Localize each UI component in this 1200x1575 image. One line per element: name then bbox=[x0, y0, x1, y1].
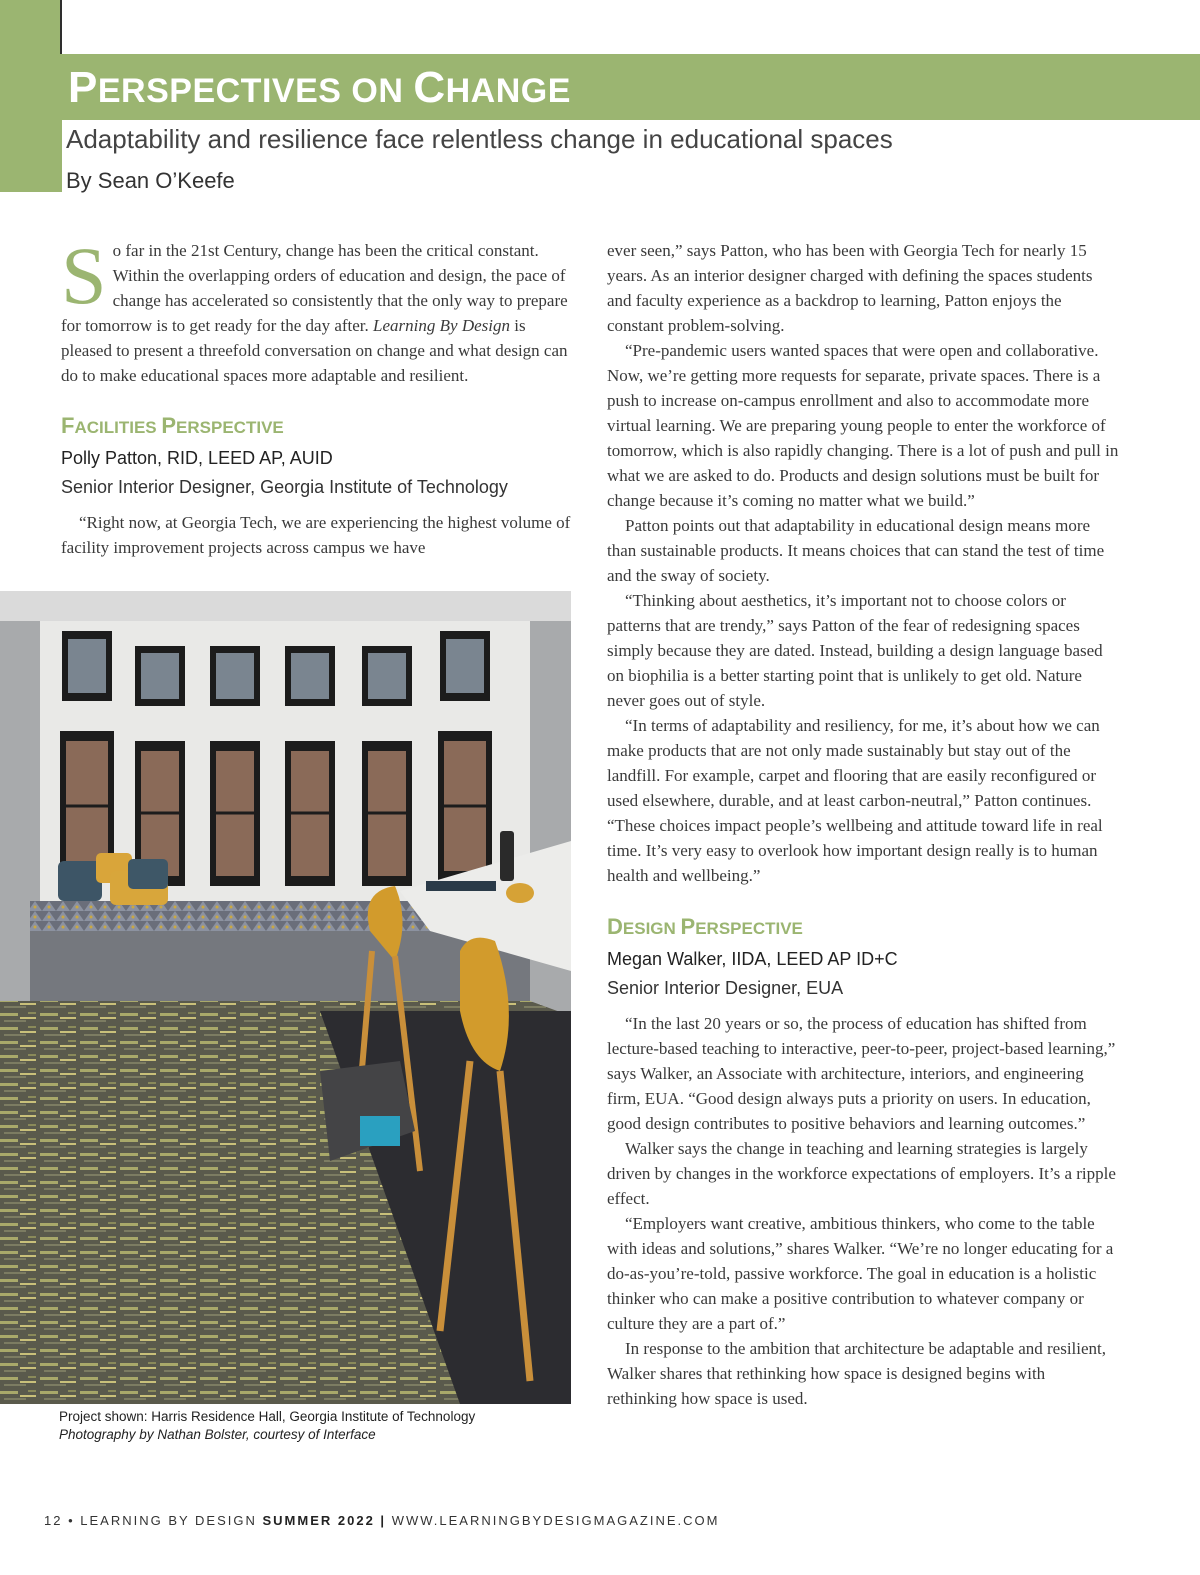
page-footer: 12 • LEARNING BY DESIGN SUMMER 2022 | WWW.LEARNINGBYDESIGMAGAZINE.COM bbox=[44, 1513, 720, 1528]
article-subtitle: Adaptability and resilience face relentless change in educational spaces bbox=[66, 124, 893, 154]
column-right bbox=[607, 238, 1119, 1411]
lounge-illustration bbox=[0, 591, 571, 1404]
footer-url: WWW.LEARNINGBYDESIGMAGAZINE.COM bbox=[391, 1513, 720, 1528]
footer-magazine: LEARNING BY DESIGN bbox=[80, 1513, 263, 1528]
intro-paragraph: So far in the 21st Century, change has been the critical constant. Within the overlapping orders of education and design, the pace of change has accelerated so consistently that the only way to prepare for tomorrow is to get ready for the day after. Learning By Design is pleased to present a threefold conversation on change and what design can do to make educational spaces more adaptable and resilient. bbox=[61, 230, 568, 385]
room-photo bbox=[0, 591, 571, 1404]
facilities-paragraph-5: “In terms of adaptability and resiliency, for me, it’s about how we can make products that are not only made sustainably but stay out of the landfill. For example, carpet and flooring that are easily reconfigured or used elsewhere, durable, and at least carbon-neutral,” Patton continues. “These choices impact people’s wellbeing and attitude toward life in real time. It’s very easy to overlook how important design really is to human health and wellbeing.” bbox=[607, 716, 1103, 885]
facilities-heading: FACILITIES PERSPECTIVE bbox=[61, 413, 284, 438]
article-byline: By Sean O’Keefe bbox=[66, 168, 235, 193]
publication-name: Learning By Design bbox=[373, 316, 510, 335]
facilities-role: Senior Interior Designer, Georgia Institute of Technology bbox=[61, 477, 508, 497]
design-name: Megan Walker, IIDA, LEED AP ID+C bbox=[607, 949, 898, 969]
design-paragraph-4: In response to the ambition that architecture be adaptable and resilient, Walker shares that rethinking how space is designed begins with rethinking how space is used. bbox=[607, 1339, 1107, 1408]
header-accent-block bbox=[0, 0, 62, 192]
design-paragraph-3: “Employers want creative, ambitious thinkers, who come to the table with ideas and solutions,” shares Walker. “We’re no longer educating for a do-as-you’re-told, passive workforce. The goal in education is a holistic thinker who can make a positive contribution to whatever company or culture they are a part of.” bbox=[607, 1214, 1114, 1333]
design-heading: DESIGN PERSPECTIVE bbox=[607, 914, 803, 939]
drop-cap: S bbox=[61, 230, 107, 321]
page-number: 12 bbox=[44, 1513, 63, 1528]
facilities-paragraph-3: Patton points out that adaptability in educational design means more than sustainable products. It means choices that can stand the test of time and the sway of society. bbox=[607, 516, 1105, 585]
caption-credit: Photography by Nathan Bolster, courtesy of Interface bbox=[59, 1427, 376, 1442]
column-left bbox=[61, 230, 571, 560]
design-paragraph-1: “In the last 20 years or so, the process of education has shifted from lecture-based teaching to interactive, peer-to-peer, project-based learning,” says Walker, an Associate with architecture, interiors, and engineering firm, EUA. “Good design always puts a priority on users. In education, good design contributes to positive behaviors and learning outcomes.” bbox=[607, 1014, 1116, 1133]
facilities-paragraph-1: “Right now, at Georgia Tech, we are experiencing the highest volume of facility improvement projects across campus we have bbox=[61, 513, 571, 557]
design-role: Senior Interior Designer, EUA bbox=[607, 978, 844, 998]
footer-issue: SUMMER 2022 bbox=[262, 1513, 375, 1528]
caption-project: Project shown: Harris Residence Hall, Georgia Institute of Technology bbox=[59, 1409, 476, 1424]
facilities-paragraph-4: “Thinking about aesthetics, it’s important not to choose colors or patterns that are trendy,” says Patton of the fear of redesigning spaces simply because they are dated. Instead, building a design language based on biophilia is a better starting point that is unlikely to get old. Nature never goes out of style. bbox=[607, 591, 1103, 710]
design-paragraph-2: Walker says the change in teaching and learning strategies is largely driven by changes in the workforce expectations of employers. It’s a ripple effect. bbox=[607, 1139, 1116, 1208]
article-title: PERSPECTIVES ON CHANGE bbox=[68, 63, 571, 112]
facilities-paragraph-1-cont: ever seen,” says Patton, who has been with Georgia Tech for nearly 15 years. As an interior designer charged with defining the spaces students and faculty experience as a backdrop to learning, Patton enjoys the constant problem-solving. bbox=[607, 241, 1093, 335]
photo-caption bbox=[59, 1408, 475, 1444]
facilities-name: Polly Patton, RID, LEED AP, AUID bbox=[61, 448, 333, 468]
facilities-paragraph-2: “Pre-pandemic users wanted spaces that were open and collaborative. Now, we’re getting more requests for separate, private spaces. There is a push to increase on-campus enrollment and also to accommodate more virtual learning. We are preparing young people to enter the workforce of tomorrow, which is also rapidly changing. There is a lot of push and pull in what we are asked to do. Products and design solutions must be built for change because it’s coming no matter what we build.” bbox=[607, 341, 1119, 510]
